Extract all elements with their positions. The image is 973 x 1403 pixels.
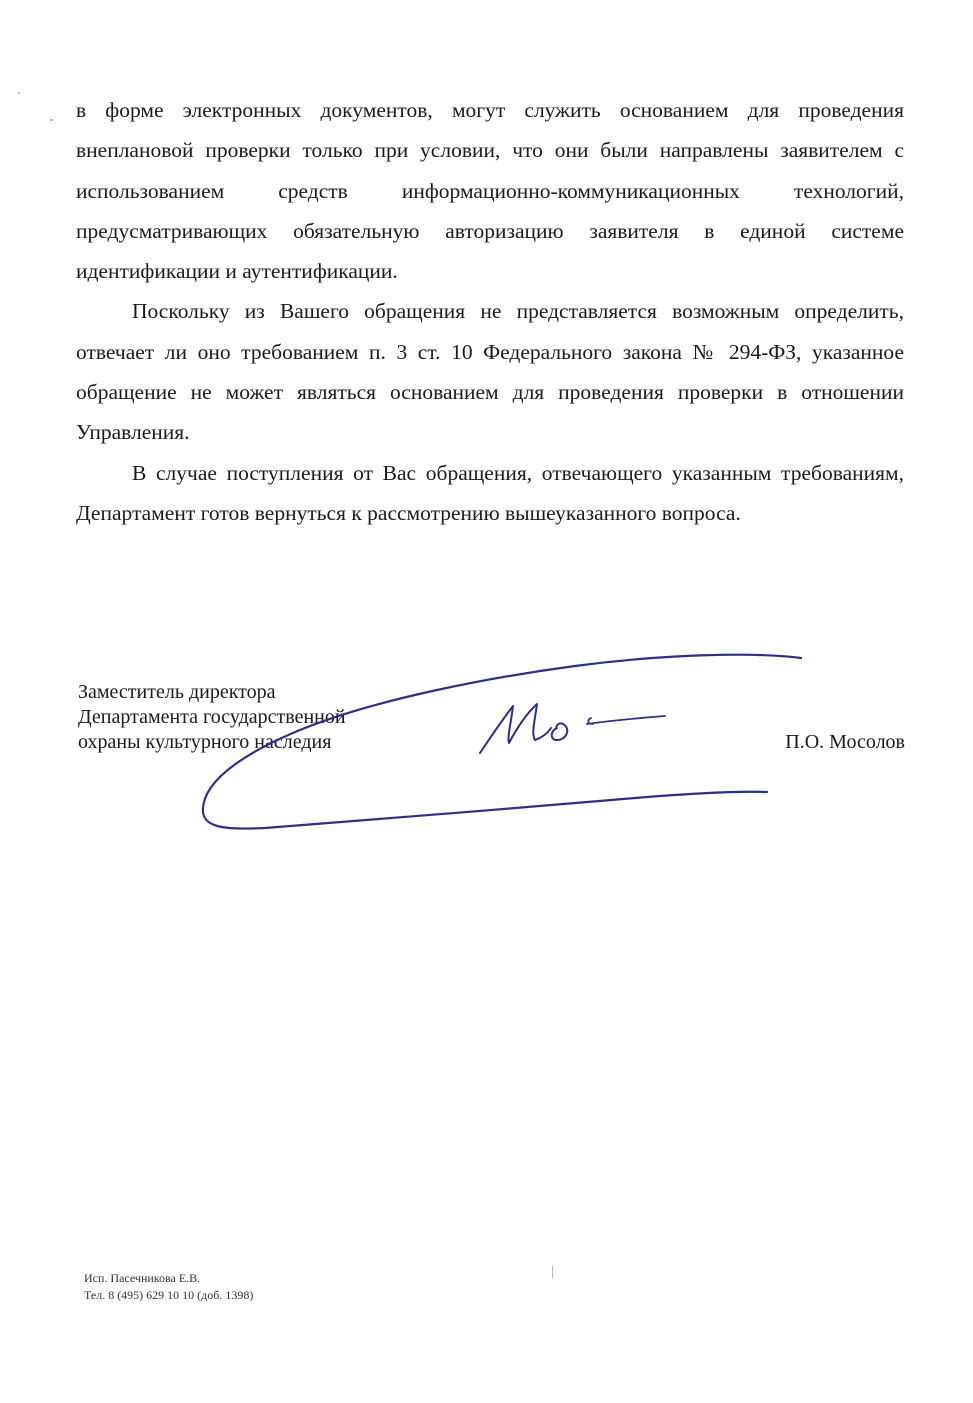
signer-position-line: Заместитель директора: [78, 681, 276, 703]
signature-stroke: [480, 704, 551, 753]
scan-artifact: [552, 1266, 553, 1278]
handwritten-signature: [195, 648, 815, 838]
executor-name: Исп. Пасечникова Е.В.: [84, 1271, 201, 1285]
signature-stroke: [203, 655, 801, 829]
signer-position-line: охраны культурного наследия: [78, 731, 332, 753]
paragraph-future-consideration: В случае поступления от Вас обращения, отвечающего указанным требованиям, Департамент готов вернуться к рассмотрению вышеуказанного вопроса.: [76, 460, 904, 525]
paragraph-continuation: в форме электронных документов, могут служить основанием для проведения внеплановой проверки только при условии, что они были направлены заявителем с использованием средств информационно-коммуникационных технологий, предусматривающих обязательную авторизацию заявителя в единой системе идентификации и аутентификации.: [76, 98, 904, 284]
executor-info: [84, 1270, 253, 1304]
signer-name: П.О. Мосолов: [785, 731, 905, 753]
scan-artifact: [50, 119, 53, 121]
scan-artifact: [18, 92, 20, 94]
signature-stroke: [588, 718, 593, 724]
signer-position-line: Департамента государственной: [78, 706, 346, 728]
executor-phone: Тел. 8 (495) 629 10 10 (доб. 1398): [84, 1288, 254, 1302]
paragraph-inquiry-assessment: Поскольку из Вашего обращения не представляется возможным определить, отвечает ли оно требованием п. 3 ст. 10 Федерального закона № 294-ФЗ, указанное обращение не может являться основанием для проведения проверки в отношении Управления.: [76, 299, 904, 445]
signature-stroke: [552, 723, 568, 740]
letter-body: [76, 90, 904, 533]
signature-stroke: [587, 716, 665, 724]
